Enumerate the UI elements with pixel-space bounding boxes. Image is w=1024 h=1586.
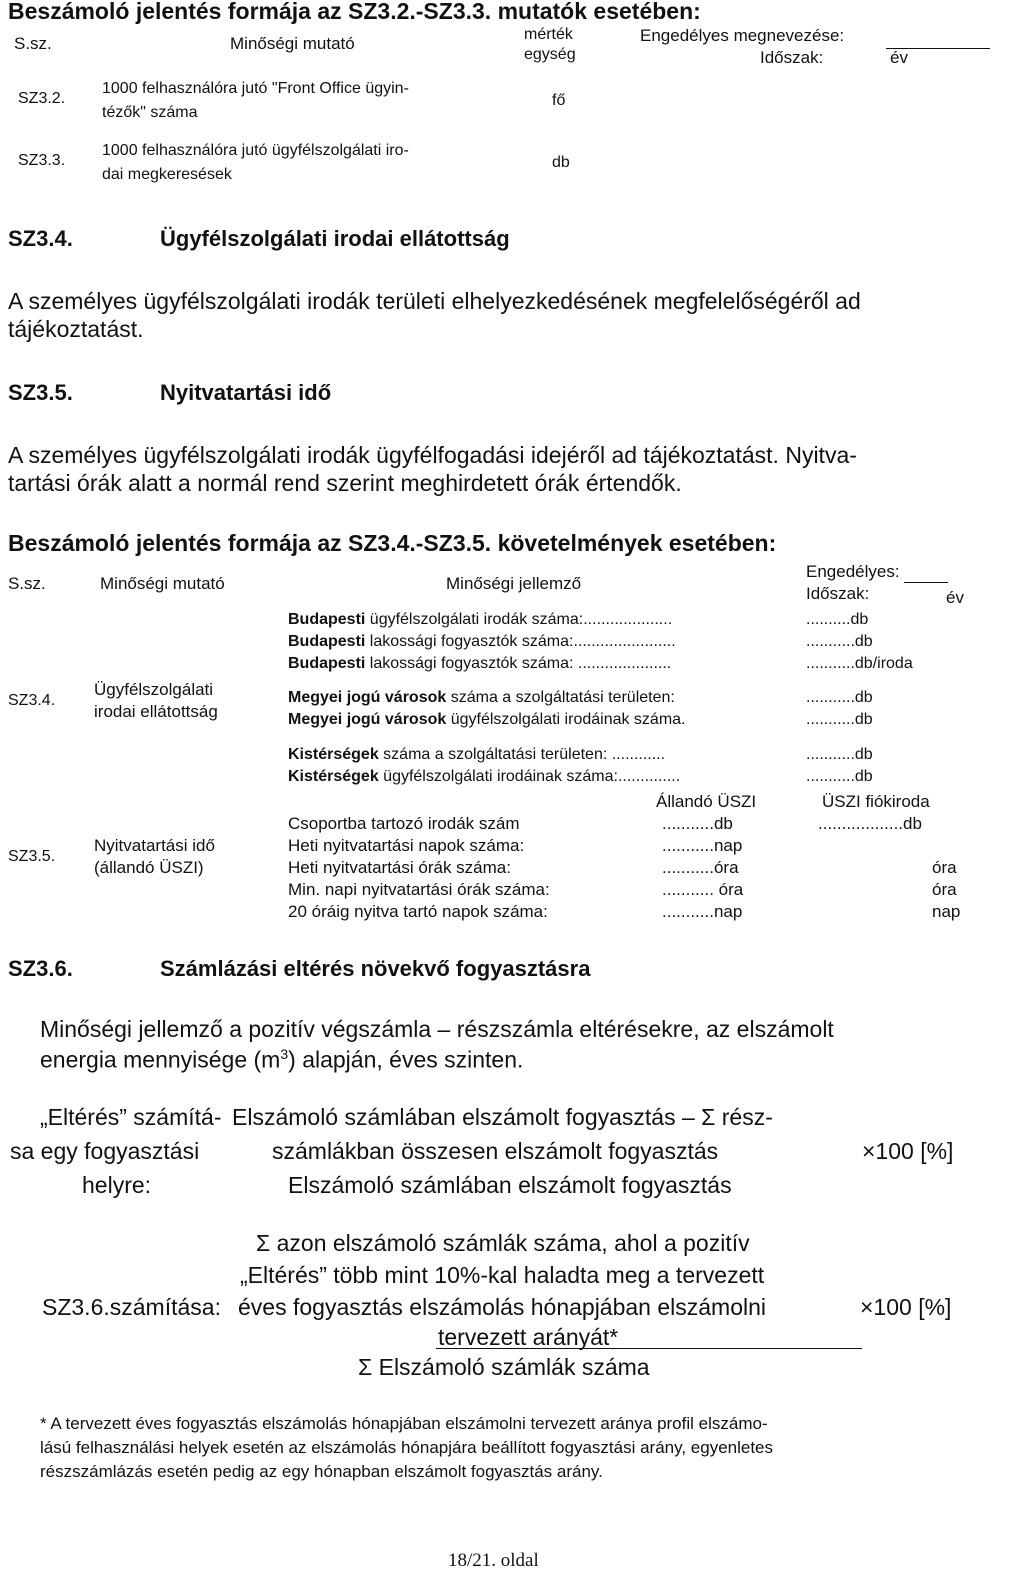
row-unit: fő (552, 92, 566, 109)
list-item-value: ..........db (806, 611, 869, 628)
formula-label: „Eltérés” számítá- (40, 1104, 222, 1130)
formula-numerator: számlákban összesen elszámolt fogyasztás (272, 1138, 719, 1164)
footnote: * A tervezett éves fogyasztás elszámolás hónapjában elszámolni tervezett aránya profil elszámo- (40, 1414, 768, 1433)
col-engedelyes: Engedélyes megnevezése: (640, 26, 845, 45)
sz34-label: irodai ellátottság (94, 702, 218, 721)
section-number: SZ3.6. (8, 956, 73, 981)
formula-label: sa egy fogyasztási (10, 1138, 200, 1164)
list-item: Budapesti lakossági fogyasztók száma:....................... (288, 633, 676, 650)
paragraph: A személyes ügyfélszolgálati irodák ügyfélfogadási idejéről ad tájékoztatást. Nyitva- (8, 442, 857, 468)
hours-value: ...........óra (662, 858, 739, 877)
list-item-value: ...........db (806, 746, 873, 763)
list-item-value: ...........db/iroda (806, 655, 913, 672)
formula-numerator: „Eltérés” több mint 10%-kal haladta meg a tervezett (240, 1262, 765, 1288)
row-text: dai megkeresések (102, 166, 232, 183)
col-jellemzo: Minőségi jellemző (446, 574, 582, 593)
col-mutato: Minőségi mutató (100, 574, 225, 593)
list-item-value: ...........db (806, 633, 873, 650)
hours-value: ........... óra (662, 880, 744, 899)
list-item: Kistérségek ügyfélszolgálati irodáinak száma:.............. (288, 768, 681, 785)
paragraph: A személyes ügyfélszolgálati irodák területi elhelyezkedésének megfelelőségéről ad (8, 288, 861, 314)
row-unit: db (552, 154, 570, 171)
footnote: lású felhasználási helyek esetén az elszámolás hónapjára beállított fogyasztási arány, egyenletes (40, 1438, 774, 1457)
col-idoszak: Időszak: (760, 48, 824, 67)
footnote: részszámlázás esetén pedig az egy hónapban elszámolt fogyasztás arány. (40, 1462, 603, 1481)
row-ssz: SZ3.2. (18, 90, 66, 107)
formula-label: SZ3.6.számítása: (42, 1294, 221, 1320)
formula-numerator: Elszámoló számlában elszámolt fogyasztás – Σ rész- (232, 1104, 773, 1130)
formula-denominator: Σ Elszámoló számlák száma (358, 1354, 650, 1380)
section-title: Nyitvatartási idő (160, 380, 332, 405)
formula-numerator: Σ azon elszámoló számlák száma, ahol a pozitív (256, 1230, 750, 1256)
sz35-label: (állandó ÜSZI) (94, 858, 204, 877)
row-text: 1000 felhasználóra jutó "Front Office ügyin- (102, 80, 409, 97)
page-number: 18/21. oldal (448, 1550, 539, 1571)
block1-heading: Beszámoló jelentés formája az SZ3.2.-SZ3.3. mutatók esetében: (8, 0, 701, 24)
section-title: Ügyfélszolgálati irodai ellátottság (160, 226, 510, 251)
col-mertek: mérték (524, 26, 573, 43)
fraction-line (436, 1348, 862, 1349)
paragraph: Minőségi jellemző a pozitív végszámla – részszámla eltérésekre, az elszámolt (40, 1016, 834, 1042)
row-ssz: SZ3.3. (18, 152, 66, 169)
sz34-label: Ügyfélszolgálati (94, 680, 214, 699)
list-item: Megyei jogú városok ügyfélszolgálati irodáinak száma. (288, 711, 686, 728)
col-idoszak: Időszak: (806, 584, 870, 603)
col-ev: év (946, 588, 964, 607)
list-item: Kistérségek száma a szolgáltatási területen: ............ (288, 746, 666, 763)
csoport-line: Csoportba tartozó irodák szám (288, 814, 520, 833)
hours-unit: óra (932, 880, 957, 899)
formula-numerator: éves fogyasztás elszámolás hónapjában elszámolni (238, 1294, 767, 1320)
list-item-value: ...........db (806, 711, 873, 728)
hours-line: Heti nyitvatartási órák száma: (288, 858, 511, 877)
section-number: SZ3.5. (8, 380, 73, 405)
sz34-ssz: SZ3.4. (8, 692, 56, 709)
list-item: Budapesti lakossági fogyasztók száma: ..................... (288, 655, 672, 672)
section-number: SZ3.4. (8, 226, 73, 251)
formula-numerator: tervezett arányát* (438, 1324, 619, 1350)
hours-value: ...........nap (662, 836, 743, 855)
hours-unit: nap (932, 902, 961, 921)
col-ev: év (890, 48, 908, 67)
list-item-value: ...........db (806, 768, 873, 785)
row-text: 1000 felhasználóra jutó ügyfélszolgálati iro- (102, 142, 409, 159)
list-item: Budapesti ügyfélszolgálati irodák száma:.................... (288, 611, 673, 628)
formula-multiplier: ×100 [%] (860, 1294, 952, 1320)
list-item-value: ...........db (806, 689, 873, 706)
engedelyes-blank (904, 582, 948, 583)
col-mutato: Minőségi mutató (230, 34, 355, 53)
formula-label: helyre: (82, 1172, 152, 1198)
hours-line: Min. napi nyitvatartási órák száma: (288, 880, 550, 899)
hours-value: ...........nap (662, 902, 743, 921)
list-item: Megyei jogú városok száma a szolgáltatási területen: (288, 689, 675, 706)
paragraph: tartási órák alatt a normál rend szerint meghirdetett órák értendők. (8, 470, 682, 496)
col-engedelyes: Engedélyes: (806, 562, 900, 581)
uszi-fiokiroda: ÜSZI fiókiroda (822, 792, 930, 811)
hours-line: 20 óráig nyitva tartó napok száma: (288, 902, 548, 921)
sz35-label: Nyitvatartási idő (94, 836, 215, 855)
row-text: tézők" száma (102, 104, 198, 121)
paragraph: energia mennyisége $(m^3)$ alapján, éves szinten. (40, 1046, 524, 1073)
csoport-value: ...........db (662, 814, 733, 833)
allando-uszi: Állandó ÜSZI (656, 792, 757, 811)
hours-unit: óra (932, 858, 957, 877)
sz35-ssz: SZ3.5. (8, 848, 56, 865)
section-title: Számlázási eltérés növekvő fogyasztásra (160, 956, 591, 981)
paragraph: tájékoztatást. (8, 316, 144, 342)
col-ssz: S.sz. (14, 34, 52, 53)
hours-line: Heti nyitvatartási napok száma: (288, 836, 525, 855)
block2-heading: Beszámoló jelentés formája az SZ3.4.-SZ3.5. követelmények esetében: (8, 530, 777, 556)
col-ssz: S.sz. (8, 574, 46, 593)
col-egyseg: egység (524, 46, 576, 63)
csoport-value: ..................db (818, 814, 922, 833)
formula-denominator: Elszámoló számlában elszámolt fogyasztás (288, 1172, 732, 1198)
formula-multiplier: ×100 [%] (862, 1138, 954, 1164)
